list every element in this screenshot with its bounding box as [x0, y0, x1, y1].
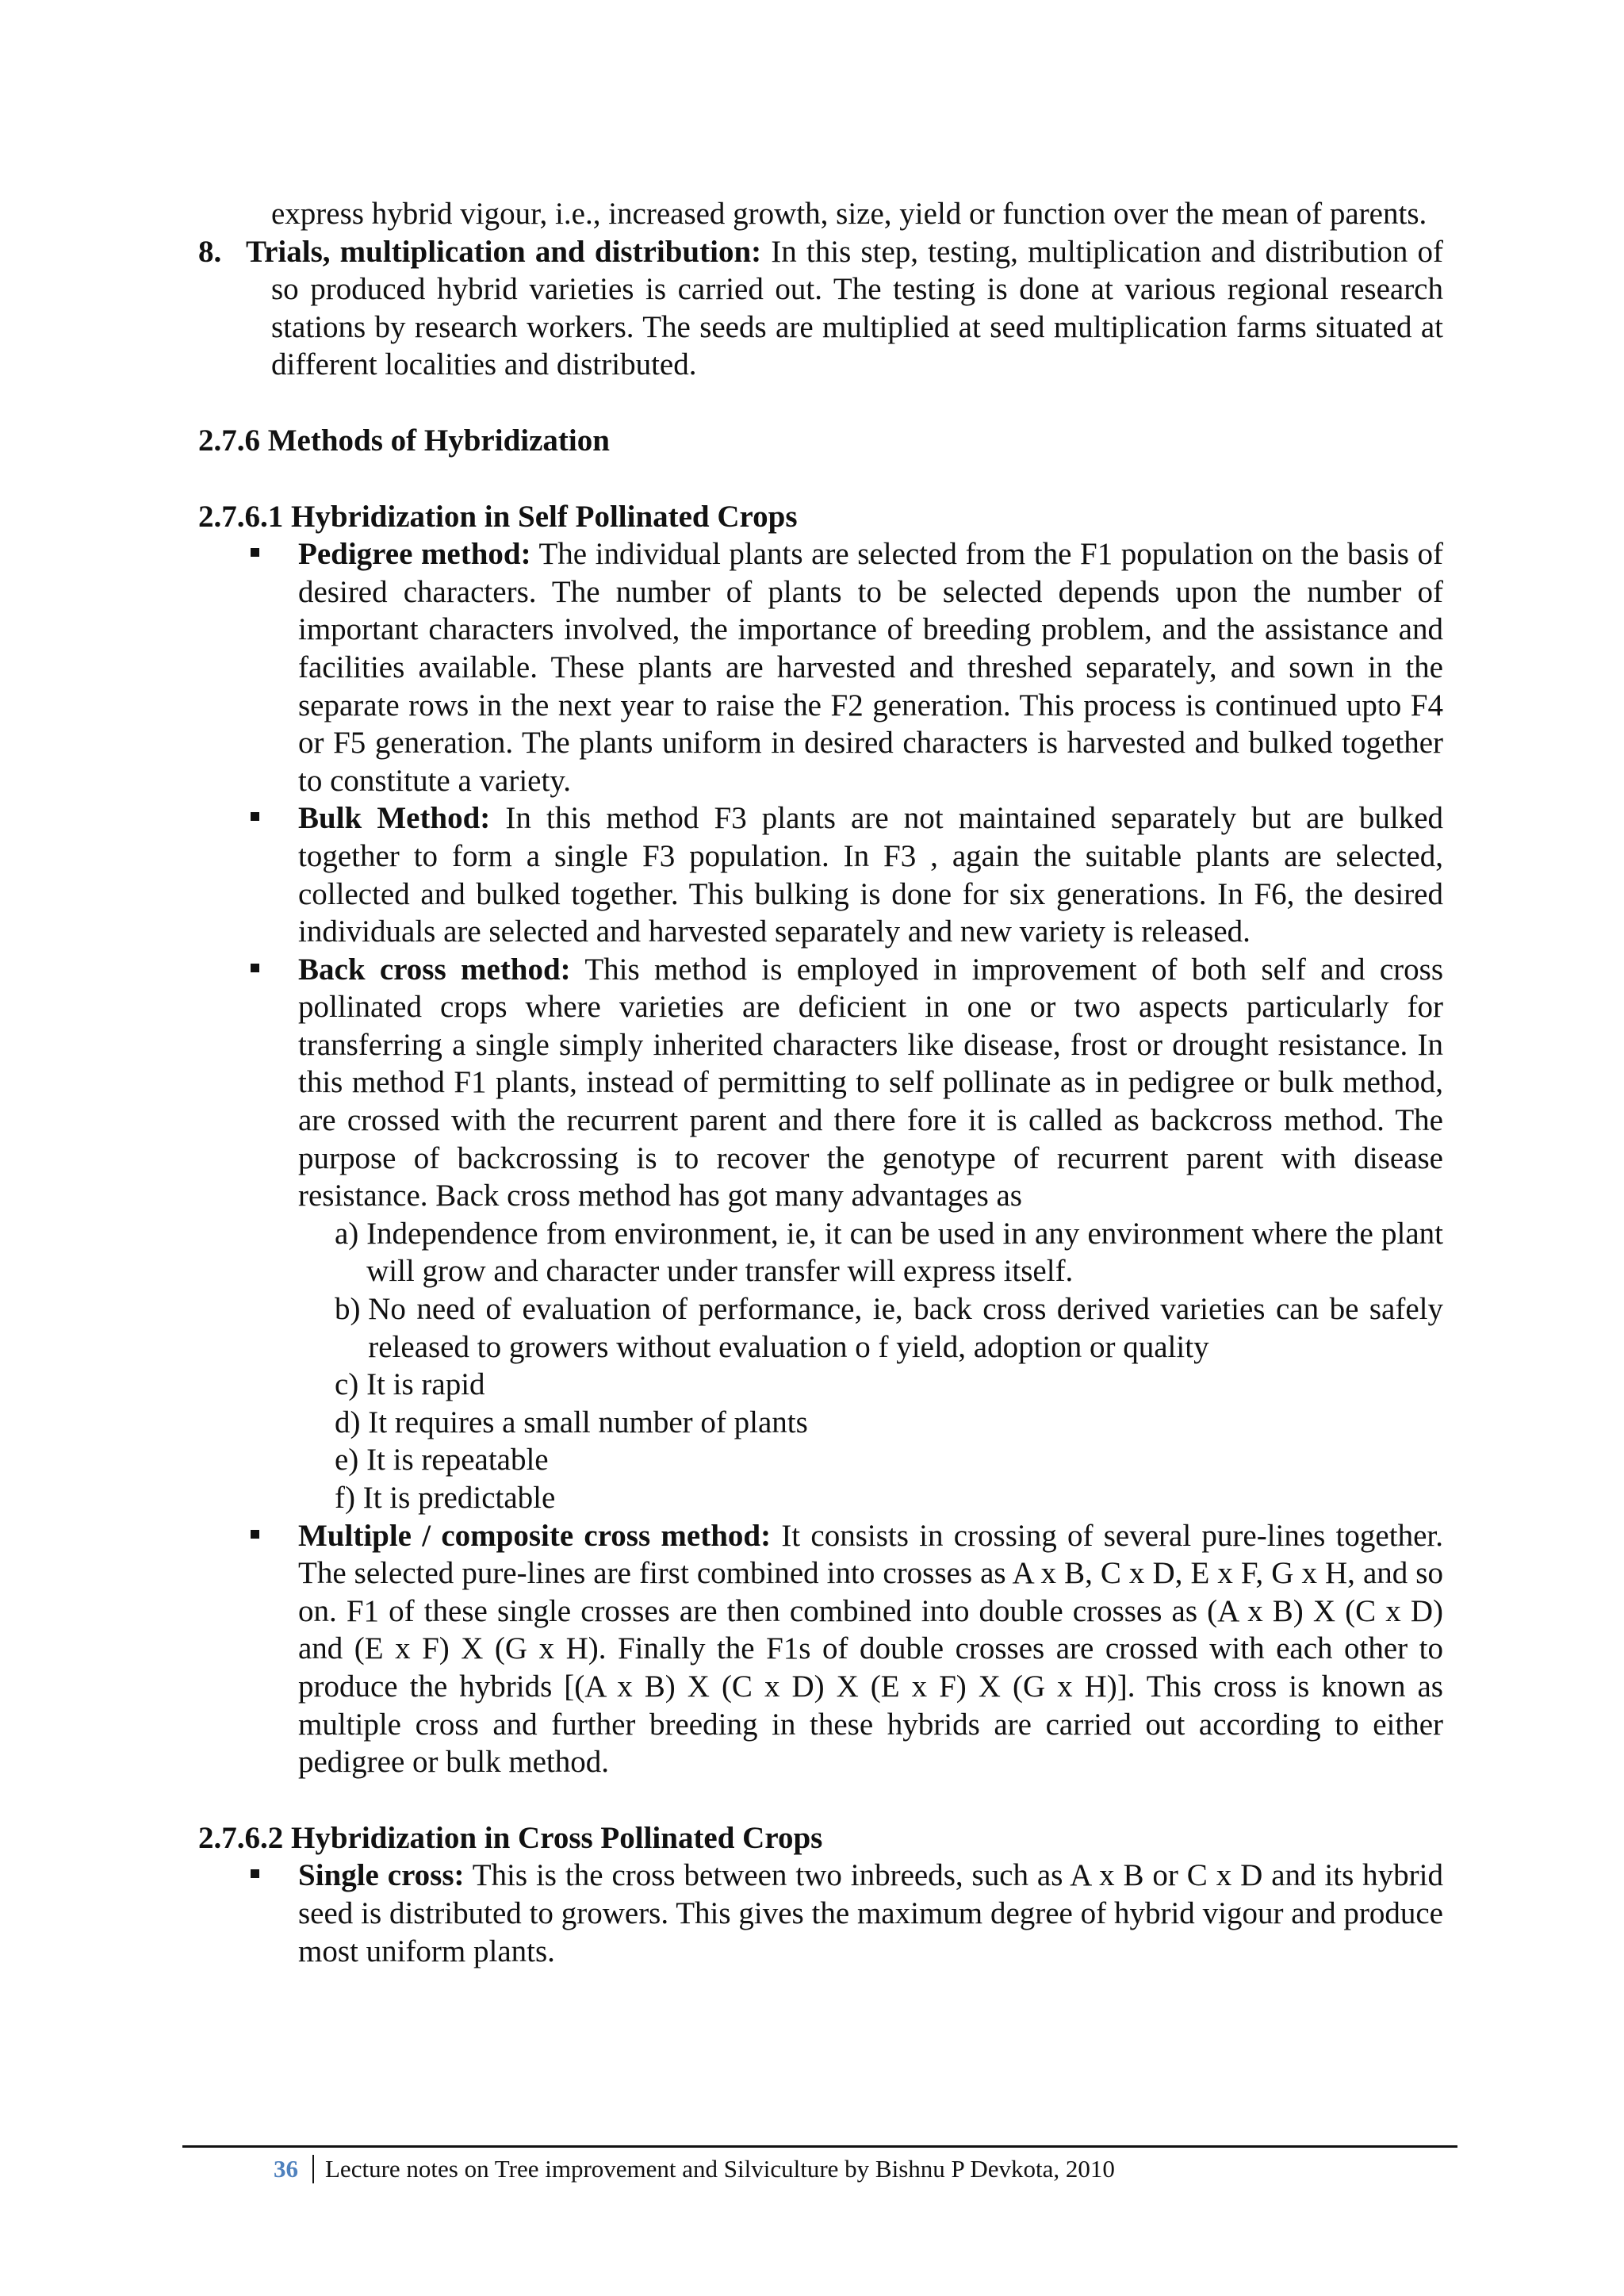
list-item: [335, 1366, 1443, 1404]
single-cross-text: This is the cross between two inbreeds, such as A x B or C x D and its hybrid seed is distributed to growers. This gives the maximum degree of hybrid vigour and produce most uniform plants.: [298, 1858, 1443, 1968]
section-heading-2-7-6-1: 2.7.6.1 Hybridization in Self Pollinated Crops: [198, 499, 798, 534]
page-number: 36: [274, 2155, 298, 2183]
list-item-text: Independence from environment, ie, it can be used in any environment where the plant will grow and character under transfer will express itself.: [366, 1216, 1443, 1289]
list-item: [335, 1441, 1443, 1479]
intro-continuation: express hybrid vigour, i.e., increased growth, size, yield or function over the mean of parents.: [271, 197, 1427, 231]
bullet-backcross: [198, 951, 1443, 1215]
single-cross-lead: Single cross:: [298, 1858, 465, 1893]
backcross-paragraph: [298, 951, 1443, 1215]
footer-text: Lecture notes on Tree improvement and Silviculture by Bishnu P Devkota, 2010: [325, 2155, 1115, 2183]
numbered-item-8: [198, 233, 1443, 384]
list-item-label: d): [335, 1405, 369, 1439]
page-content: [198, 195, 1443, 1970]
pedigree-text: The individual plants are selected from the F1 population on the basis of desired characters. The number of plants to be selected depends upon the number of important characters involved, the importance of breeding problem, and the assistance and facilities available. These plants are harvested and threshed separately, and sown in the separate rows in the next year to raise the F2 generation. This process is continued upto F4 or F5 generation. The plants uniform in desired characters is harvested and bulked together to constitute a variety.: [298, 537, 1443, 798]
bulk-text: In this method F3 plants are not maintained separately but are bulked together to form a single F3 population. In F3 , again the suitable plants are selected, collected and bulked together. This bulking is done for six generations. In F6, the desired individuals are selected and harvested separately and new variety is released.: [298, 801, 1444, 949]
list-item: [335, 1404, 1443, 1442]
pedigree-paragraph: [298, 535, 1443, 799]
list-item-text: It requires a small number of plants: [368, 1405, 808, 1439]
square-bullet-icon: [251, 812, 259, 821]
list-item-text: It is predictable: [362, 1481, 556, 1515]
list-item: [335, 1215, 1443, 1290]
section-heading-2-7-6-2: 2.7.6.2 Hybridization in Cross Pollinated Crops: [198, 1820, 823, 1855]
multiple-cross-paragraph: [298, 1517, 1443, 1781]
backcross-lead: Back cross method:: [298, 952, 571, 987]
square-bullet-icon: [251, 1869, 259, 1878]
list-item: [335, 1290, 1443, 1366]
item-number: 8.: [198, 234, 222, 269]
list-item-label: a): [335, 1216, 367, 1251]
section-heading-2-7-6: 2.7.6 Methods of Hybridization: [198, 423, 610, 458]
pedigree-lead: Pedigree method:: [298, 537, 531, 572]
list-item: [335, 1479, 1443, 1517]
bullet-single-cross: [198, 1857, 1443, 1970]
backcross-text: This method is employed in improvement of both self and cross pollinated crops where varieties are deficient in one or two aspects particularly for transferring a single simply inherited characters like disease, frost or drought resistance. In this method F1 plants, instead of permitting to self pollinate as in pedigree or bulk method, are crossed with the recurrent parent and there fore it is called as backcross method. The purpose of backcrossing is to recover the genotype of recurrent parent with disease resistance. Back cross method has got many advantages as: [298, 952, 1443, 1213]
single-cross-paragraph: [298, 1857, 1443, 1970]
advantages-list: [198, 1215, 1443, 1517]
footer-divider: [182, 2145, 1457, 2148]
list-item-label: f): [335, 1481, 363, 1515]
bullet-multiple-cross: [198, 1517, 1443, 1781]
bullet-pedigree: [198, 535, 1443, 799]
bulk-lead: Bulk Method:: [298, 801, 491, 836]
list-item-text: It is repeatable: [366, 1443, 549, 1478]
page-footer: [274, 2151, 1115, 2187]
multiple-cross-lead: Multiple / composite cross method:: [298, 1518, 772, 1553]
item-8-paragraph: [198, 233, 1443, 384]
list-item-text: No need of evaluation of performance, ie, back cross derived varieties can be safely released to growers without evaluation o f yield, adoption or quality: [368, 1292, 1443, 1364]
square-bullet-icon: [251, 1530, 259, 1539]
item-8-text: In this step, testing, multiplication and distribution of so produced hybrid varieties is carried out. The testing is done at various regional research stations by research workers. The seeds are multiplied at seed multiplication farms situated at different localities and distributed.: [271, 234, 1443, 382]
bulk-paragraph: [298, 799, 1443, 950]
footer-separator: [312, 2155, 314, 2183]
bullet-bulk: [198, 799, 1443, 950]
square-bullet-icon: [251, 964, 259, 972]
item-8-lead: Trials, multiplication and distribution:: [246, 234, 762, 269]
list-item-text: It is rapid: [366, 1367, 485, 1402]
list-item-label: b): [335, 1292, 369, 1327]
list-item-label: e): [335, 1443, 367, 1478]
multiple-cross-text: It consists in crossing of several pure-lines together. The selected pure-lines are first combined into crosses as A x B, C x D, E x F, G x H, and so on. F1 of these single crosses are then combined into double crosses as (A x B) X (C x D) and (E x F) X (G x H). Finally the F1s of double crosses are crossed with each other to produce the hybrids [(A x B) X (C x D) X (E x F) X (G x H)]. This cross is known as multiple cross and further breeding in these hybrids are carried out according to either pedigree or bulk method.: [298, 1518, 1443, 1780]
square-bullet-icon: [251, 548, 259, 557]
list-item-label: c): [335, 1367, 367, 1402]
